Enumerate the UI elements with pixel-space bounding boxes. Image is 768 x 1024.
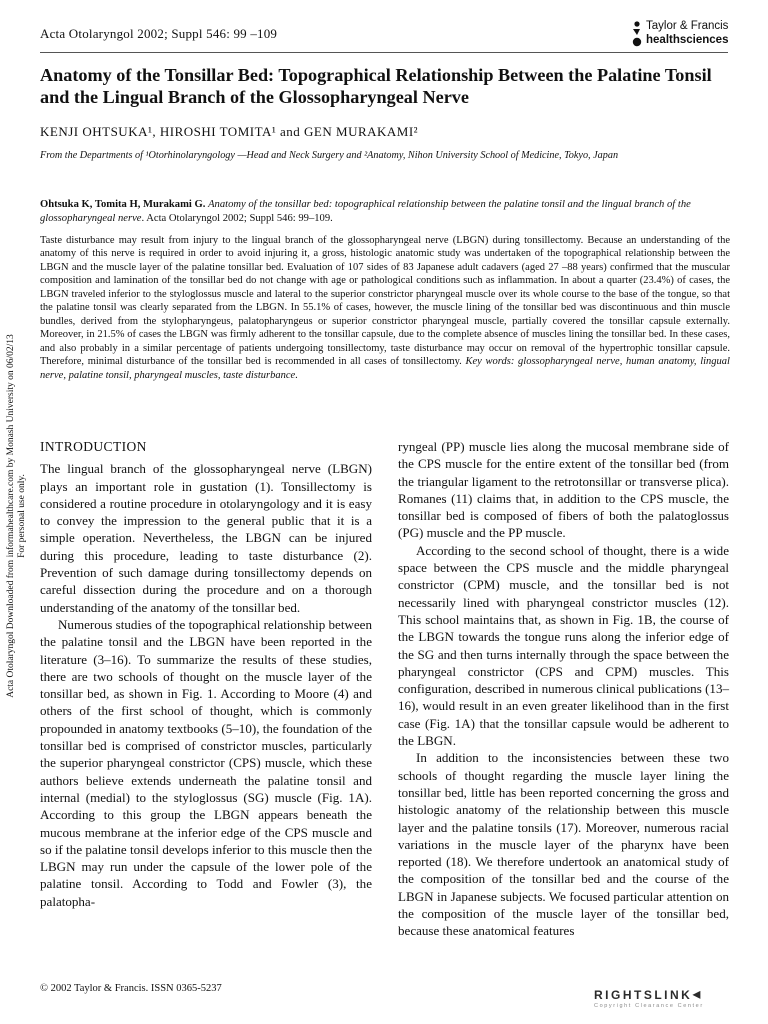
section-heading-introduction: INTRODUCTION <box>40 439 147 454</box>
rightslink-subtitle: Copyright Clearance Center <box>594 1003 704 1009</box>
keywords: : glossopharyngeal nerve, human anatomy, lingual nerve, palatine tonsil, pharyngeal muscles, taste disturbance <box>40 356 730 381</box>
author-affiliation: From the Departments of ¹Otorhinolaryngology —Head and Neck Surgery and ²Anatomy, Nihon University School of Medicine, Tokyo, Japan <box>40 150 619 161</box>
rightslink-logo <box>594 984 754 1008</box>
watermark-line: For personal use only. <box>17 474 27 558</box>
copyright-notice: © 2002 Taylor & Francis. ISSN 0365-5237 <box>40 983 222 994</box>
watermark-line: Acta Otolaryngol Downloaded from informahealthcare.com by Monash University on 06/02/13 <box>6 334 16 698</box>
publisher-name: Taylor & Francis <box>646 20 729 32</box>
keywords-label: Key words <box>465 356 511 368</box>
article-title: Anatomy of the Tonsillar Bed: Topographical Relationship Between the Palatine Tonsil and the Lingual Branch of the Glossopharyngeal Nerve <box>40 65 712 107</box>
publisher-division: healthsciences <box>646 34 729 46</box>
paragraph: ryngeal (PP) muscle lies along the mucosal membrane side of the CPS muscle for the entire extent of the tonsillar bed (from the triangular ligament to the retrotonsillar or transverse plica). Romanes (11) claims that, in addition to the CPS muscle, the tonsillar bed is composed of fibers of both the palatoglossus (PG) muscle and the PP muscle. <box>398 439 729 541</box>
citation <box>40 198 730 226</box>
paragraph: Numerous studies of the topographical relationship between the palatine tonsil and the LBGN have been reported in the literature (3–16). To summarize the results of these studies, there are two schools of thought on the muscle layer of the tonsillar bed, as shown in Fig. 1. According to Moore (4) and others of the first school of thought, which is commonly propounded in anatomy textbooks (5–10), the foundation of the tonsillar bed is comprised of constrictor muscles, particularly the superior pharyngeal constrictor (CPS) muscle, which these authors believe extends underneath the palatine tonsil and internal (medial) to the styloglossus (SG) muscle (Fig. 1A). According to this group the LBGN appears beneath the mucous membrane at the inferior edge of the CPS muscle and so if the palatine tonsil develops inferior to this muscle then the LBGN may run under the capsule of the lower pole of the palatine tonsil. According to Todd and Fowler (3), the palatopha- <box>40 616 372 909</box>
abstract-text: Taste disturbance may result from injury to the lingual branch of the glossopharyngeal nerve (LBGN) during tonsillectomy. Because an understanding of the anatomy of this nerve is required in order to avoid injuring it, a gross, histologic anatomic study was undertaken of the topographical relationship between the LBGN and the muscle layer of the palatine tonsillar bed. Evaluation of 107 sides of 83 Japanese adult cadavers (aged 27 –88 years) confirmed that the muscular composition and lamination of the tonsillar bed do not change with age or pathological conditions such as inflammation. In about a quarter (23.4%) of cases, the LBGN traveled inferior to the styloglossus muscle and lateral to the superior constrictor pharyngeal muscle over its whole course to the base of the tongue, so that the palatine tonsil was clearly separated from the LBGN. In 55.1% of cases, however, the muscle lining of the tonsillar bed was discontinuous and thin muscle bundles, derived from the stylopharyngeus, palatopharyngeus or superior constrictor pharyngeal muscle, partially covered the tonsillar capsule externally. Moreover, in 21.5% of cases the LBGN was firmly adherent to the tonsillar capsule, due to the complete absence of muscles lining the tonsillar bed. In these cases, and also probably in a similar percentage of patients undergoing tonsillectomy, taste disturbance may occur on removal of the hypertrophic tonsillar capsule. Therefore, minimal disturbance of the tonsillar bed is recommended in all cases of tonsillectomy. <box>40 235 730 368</box>
author-list: KENJI OHTSUKA¹, HIROSHI TOMITA¹ and GEN MURAKAMI² <box>40 124 419 139</box>
body-column-right <box>398 438 729 940</box>
rightslink-text: RIGHTSLINK <box>594 988 693 1002</box>
abstract-end: . <box>295 369 298 381</box>
citation-authors: Ohtsuka K, Tomita H, Murakami G. <box>40 199 206 210</box>
journal-reference: Acta Otolaryngol 2002; Suppl 546: 99 –109 <box>40 26 278 41</box>
rightslink-arrow-icon: ◂ <box>692 986 701 1003</box>
abstract <box>40 234 730 382</box>
paragraph: In addition to the inconsistencies between these two schools of thought regarding the muscle layer lining the tonsillar bed, little has been reported concerning the gross and histologic anatomy of the relationship between this muscle layer and the palatine tonsils (17). Moreover, numerous racial variations in the muscle layer of the pharynx have been reported (18). We therefore undertook an anatomical study of the composition of the tonsillar bed and the course of the LBGN in Japanese subjects. We focused particular attention on the composition of the muscle layer of the tonsillar bed, because these anatomical features <box>398 750 729 939</box>
taylor-francis-logo-icon <box>630 20 644 48</box>
body-column-left <box>40 438 372 910</box>
download-watermark <box>1 306 33 726</box>
citation-source: . Acta Otolaryngol 2002; Suppl 546: 99–109. <box>141 213 333 224</box>
paragraph: According to the second school of thought, there is a wide space between the CPS muscle and the middle pharyngeal constrictor (CPM) muscle, and the tonsillar bed is not necessarily lined with pharyngeal constrictor muscles (12). This school maintains that, as shown in Fig. 1B, the course of the LBGN towards the tongue runs along the inferior edge of the SG and then turns internally through the space between the pharyngeal constrictor (CPS and CPM) muscles. This configuration, described in numerous clinical publications (13–16), would result in an even greater likelihood than in the first case (Fig. 1A) that the tonsillar capsule would be adherent to the LBGN. <box>398 542 729 749</box>
publisher-logo <box>630 18 760 50</box>
citation-title: Anatomy of the tonsillar bed: topographical relationship between the palatine tonsil and the lingual branch of the glossopharyngeal nerve <box>40 199 691 224</box>
header-divider <box>40 52 728 53</box>
paragraph: The lingual branch of the glossopharyngeal nerve (LBGN) plays an important role in gustation (1). Tonsillectomy is considered a routine procedure in otolaryngology and it is easy to convey the impression to the general public that it is a simple operation. Nevertheless, the LBGN can be injured during this procedure, leading to taste disturbance (2). Prevention of such damage during tonsillectomy depends on careful dissection during the procedure and on a thorough understanding of the anatomy of the tonsillar bed. <box>40 461 372 615</box>
